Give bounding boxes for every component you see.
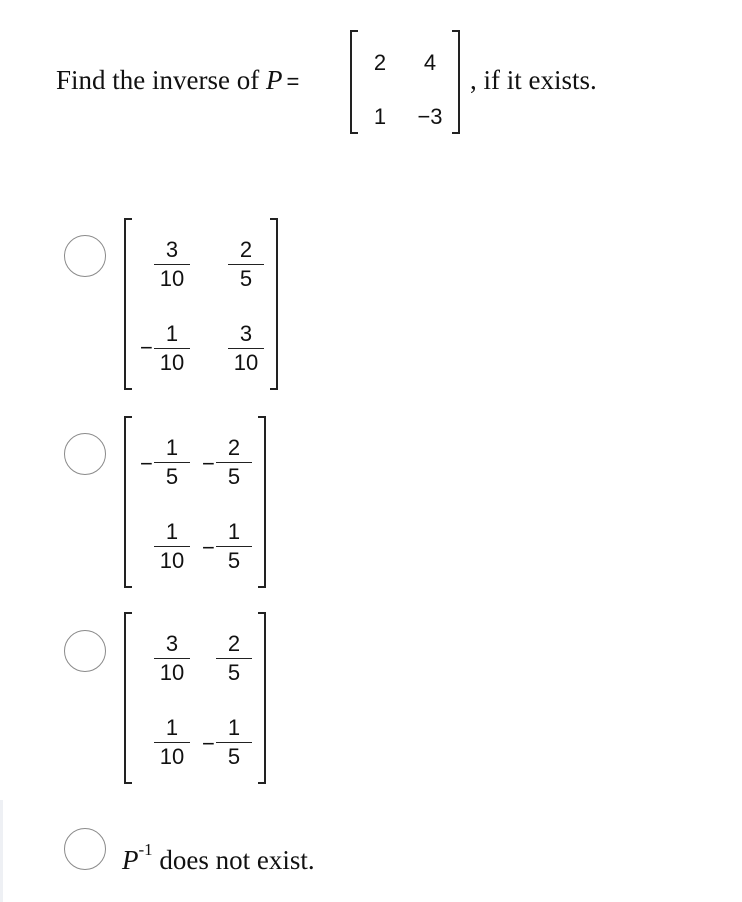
minus-sign: − xyxy=(202,731,215,756)
fraction: 3 10 xyxy=(152,632,192,685)
fraction: 1 5 xyxy=(214,716,254,769)
matrix-variable: P xyxy=(265,65,283,95)
option-b-matrix xyxy=(124,416,266,588)
option-d-radio[interactable] xyxy=(64,828,106,870)
fraction: 1 10 xyxy=(152,322,192,375)
inverse-exponent: -1 xyxy=(138,840,153,859)
option-b-radio[interactable] xyxy=(64,433,106,475)
equals-sign: = xyxy=(286,69,300,94)
option-c-matrix xyxy=(124,612,266,784)
minus-sign: − xyxy=(202,535,215,560)
fraction: 1 10 xyxy=(152,716,192,769)
left-bracket xyxy=(350,30,358,134)
minus-sign: − xyxy=(140,335,153,360)
option-a-radio[interactable] xyxy=(64,235,106,277)
fraction: 1 5 xyxy=(214,520,254,573)
matrix-cell: −3 xyxy=(417,104,443,129)
option-d-text xyxy=(122,838,315,876)
matrix-cell: 1 xyxy=(373,104,387,129)
question-suffix: , if it exists. xyxy=(470,65,597,95)
right-bracket xyxy=(258,416,266,588)
option-a-matrix xyxy=(124,218,278,390)
fraction: 3 10 xyxy=(226,322,266,375)
inverse-variable: P xyxy=(122,845,139,875)
matrix-cell: 2 xyxy=(373,50,387,75)
fraction: 3 10 xyxy=(152,238,192,291)
question-prefix: Find the inverse of xyxy=(56,65,266,95)
left-bracket xyxy=(124,218,132,390)
right-bracket xyxy=(270,218,278,390)
window-edge xyxy=(0,800,3,902)
fraction: 2 5 xyxy=(214,632,254,685)
question-text xyxy=(56,64,303,98)
right-bracket xyxy=(452,30,460,134)
minus-sign: − xyxy=(140,451,153,476)
left-bracket xyxy=(124,612,132,784)
fraction: 2 5 xyxy=(226,238,266,291)
minus-sign: − xyxy=(202,451,215,476)
question-matrix xyxy=(350,30,460,134)
option-c-radio[interactable] xyxy=(64,630,106,672)
fraction: 2 5 xyxy=(214,436,254,489)
option-d-label: does not exist. xyxy=(152,845,315,875)
left-bracket xyxy=(124,416,132,588)
fraction: 1 10 xyxy=(152,520,192,573)
right-bracket xyxy=(258,612,266,784)
matrix-cell: 4 xyxy=(423,50,437,75)
fraction: 1 5 xyxy=(152,436,192,489)
